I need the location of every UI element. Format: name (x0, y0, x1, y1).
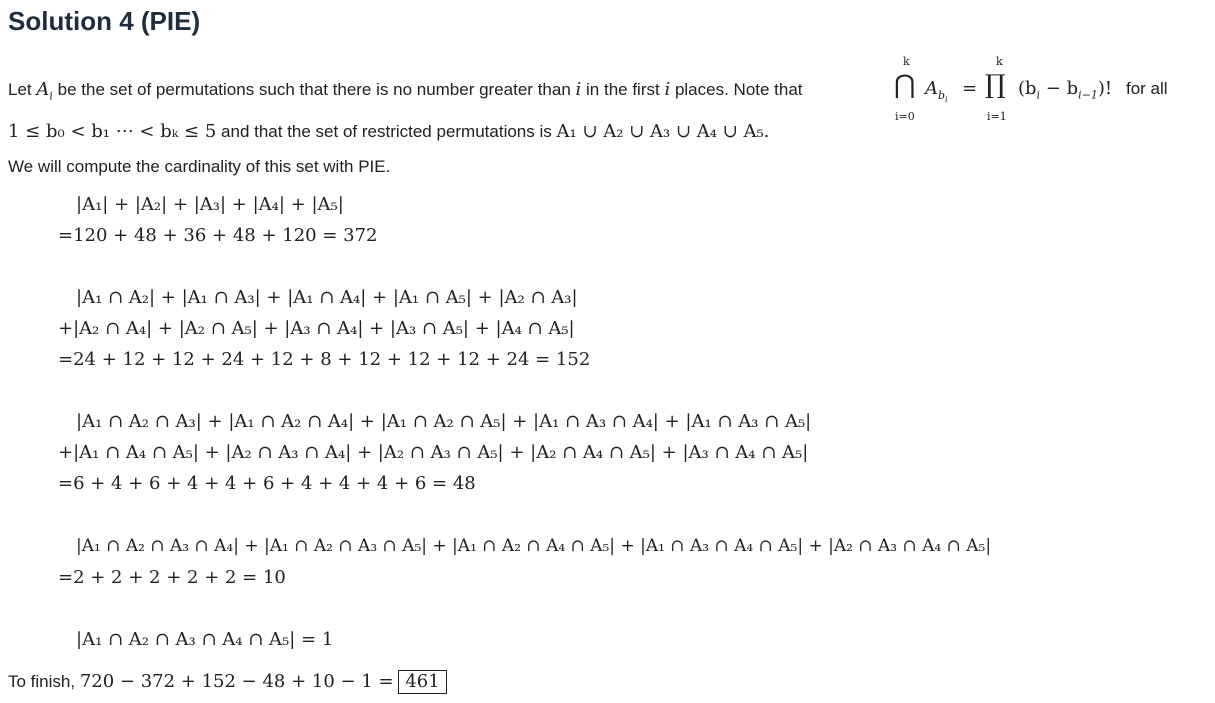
product-upper-limit: k (996, 55, 1003, 68)
eq2-line-2: +|A₂ ∩ A₄| + |A₂ ∩ A₅| + |A₃ ∩ A₄| + |A₃ ∩ A₅| + |A₄ ∩ A₅| (58, 318, 575, 339)
big-intersection-symbol: ⋂ (894, 70, 916, 100)
intro-line-2 (8, 121, 769, 142)
finish-line (8, 670, 447, 694)
page-title: Solution 4 (PIE) (8, 6, 201, 36)
eq3-line-2: +|A₁ ∩ A₄ ∩ A₅| + |A₂ ∩ A₃ ∩ A₄| + |A₂ ∩ A₃ ∩ A₅| + |A₂ ∩ A₄ ∩ A₅| + |A₃ ∩ A₄ ∩ A₅| (58, 442, 809, 463)
equals-sign: = (962, 78, 978, 99)
eq5-line-1: |A₁ ∩ A₂ ∩ A₃ ∩ A₄ ∩ A₅| = 1 (76, 629, 334, 650)
big-product-symbol: ∏ (985, 70, 1006, 100)
eq3-line-3: =6 + 4 + 6 + 4 + 4 + 6 + 4 + 4 + 4 + 6 = 48 (58, 473, 476, 494)
eq2-line-3: =24 + 12 + 12 + 24 + 12 + 8 + 12 + 12 + 12 + 24 = 152 (58, 349, 591, 370)
intro-text-5: for all (1126, 79, 1168, 98)
eq1-line-2: =120 + 48 + 36 + 48 + 120 = 372 (58, 225, 378, 246)
eq3-line-1: |A₁ ∩ A₂ ∩ A₃| + |A₁ ∩ A₂ ∩ A₄| + |A₁ ∩ A₂ ∩ A₅| + |A₁ ∩ A₃ ∩ A₄| + |A₁ ∩ A₃ ∩ A₅| (76, 411, 812, 432)
eq4-line-1: |A₁ ∩ A₂ ∩ A₃ ∩ A₄| + |A₁ ∩ A₂ ∩ A₃ ∩ A₅| + |A₁ ∩ A₂ ∩ A₄ ∩ A₅| + |A₁ ∩ A₃ ∩ A₄ ∩ A₅| + |A₂ ∩ A₃ ∩ A₄ ∩ A₅| (76, 536, 992, 556)
intro-line-3: We will compute the cardinality of this set with PIE. (8, 157, 391, 176)
intro-text-3: in the first (586, 80, 660, 99)
intro-line-1 (8, 79, 803, 103)
union-expression: A₁ ∪ A₂ ∪ A₃ ∪ A₄ ∪ A₅. (556, 121, 770, 142)
intro-text-2: be the set of permutations such that there is no number greater than (57, 80, 571, 99)
intersection-lower-limit: i=0 (895, 110, 915, 123)
finish-text: To finish, (8, 672, 76, 691)
bound-condition: 1 ≤ b₀ < b₁ ⋯ < bₖ ≤ 5 (8, 121, 217, 142)
final-answer-box: 461 (398, 670, 446, 694)
eq4-line-2: =2 + 2 + 2 + 2 + 2 = 10 (58, 567, 286, 588)
eq1-line-1: |A₁| + |A₂| + |A₃| + |A₄| + |A₅| (76, 194, 344, 215)
var-i-second: i (664, 79, 671, 100)
intro-text-1: Let (8, 80, 32, 99)
product-term: $(b_i - b_{i-1})$! (1018, 78, 1113, 102)
finish-expression: 720 − 372 + 152 − 48 + 10 − 1 = (79, 671, 394, 692)
intro-text-4: places. Note that (674, 80, 803, 99)
var-i: i (575, 79, 582, 100)
set-A-i: $A_i$ (36, 79, 53, 103)
intro-line-2-text: and that the set of restricted permutations is (221, 122, 552, 141)
product-lower-limit: i=1 (987, 110, 1007, 123)
intersection-upper-limit: k (903, 55, 910, 68)
intersection-term: $A_{b_i}$ (925, 78, 948, 104)
eq2-line-1: |A₁ ∩ A₂| + |A₁ ∩ A₃| + |A₁ ∩ A₄| + |A₁ ∩ A₅| + |A₂ ∩ A₃| (76, 287, 578, 308)
